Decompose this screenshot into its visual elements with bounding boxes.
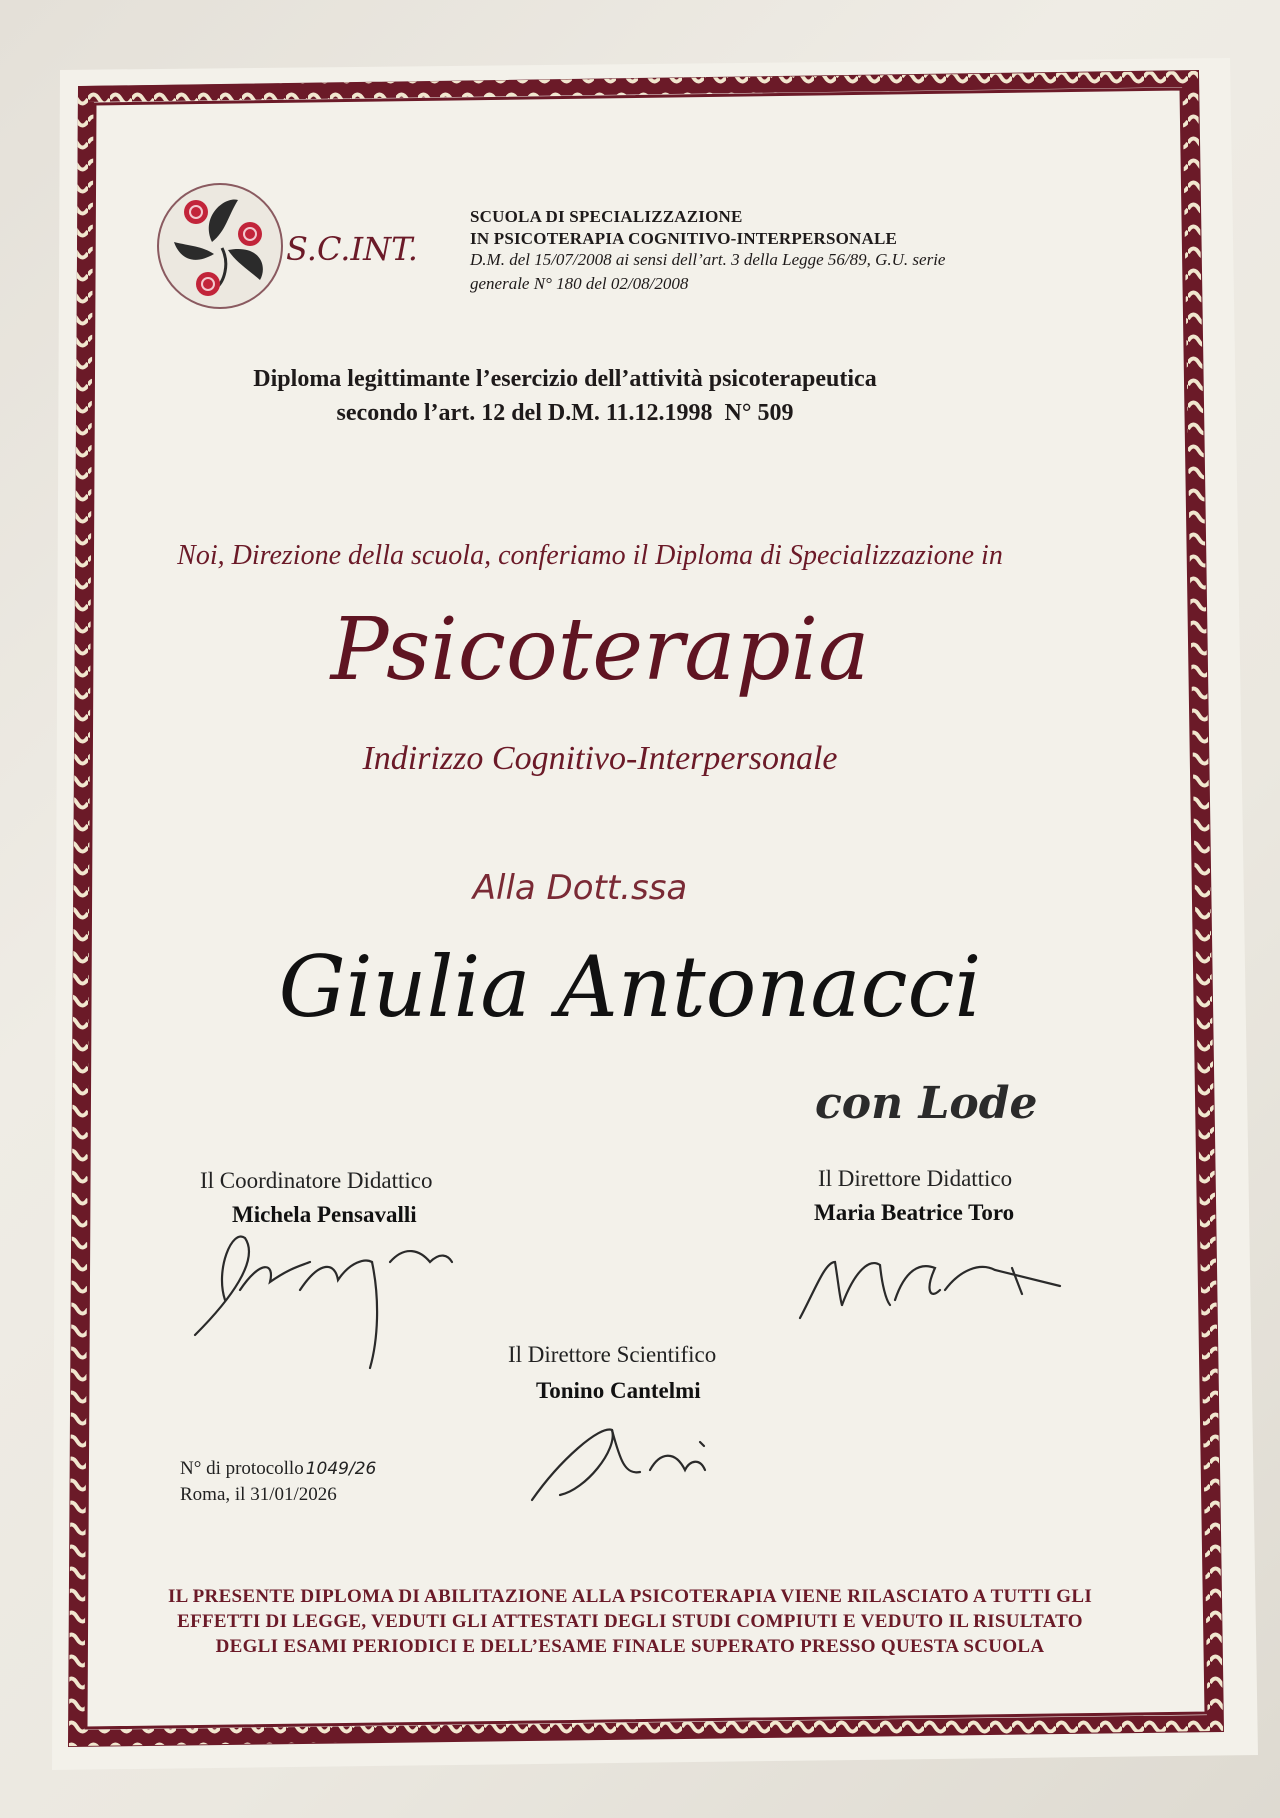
scientific-director-role: Il Direttore Scientifico	[508, 1342, 717, 1367]
school-name-line1: SCUOLA DI SPECIALIZZAZIONE	[470, 207, 743, 226]
protocol-number: 1049/26	[305, 1459, 377, 1479]
conferral-statement: Noi, Direzione della scuola, conferiamo il Diploma di Specializzazione in	[177, 540, 1003, 571]
school-logo-icon	[158, 184, 282, 308]
legal-footer-line3: DEGLI ESAMI PERIODICI E DELL’ESAME FINALE SUPERATO PRESSO QUESTA SCUOLA	[215, 1636, 1045, 1657]
scientific-director-name: Tonino Cantelmi	[536, 1378, 701, 1403]
honors-mention: con Lode	[815, 1078, 1038, 1129]
salutation: Alla Dott.ssa	[472, 868, 688, 908]
director-role: Il Direttore Didattico	[818, 1166, 1013, 1191]
director-name: Maria Beatrice Toro	[814, 1200, 1015, 1225]
discipline-title: Psicoterapia	[330, 600, 870, 700]
legal-footer-line2: EFFETTI DI LEGGE, VEDUTI GLI ATTESTATI DEGLI STUDI COMPIUTI E VEDUTO IL RISULTATO	[177, 1611, 1083, 1632]
decree-line2: generale N° 180 del 02/08/2008	[470, 274, 689, 293]
coordinator-name: Michela Pensavalli	[232, 1202, 417, 1227]
place-date: Roma, il 31/01/2026	[180, 1484, 337, 1505]
paper-sheet	[52, 58, 1258, 1770]
legitimation-line2: secondo l’art. 12 del D.M. 11.12.1998 N° 509	[336, 400, 794, 426]
orientation-subtitle: Indirizzo Cognitivo-Interpersonale	[362, 740, 838, 777]
coordinator-role: Il Coordinatore Didattico	[200, 1168, 433, 1193]
recipient-name: Giulia Antonacci	[278, 938, 982, 1036]
protocol-line	[180, 1458, 376, 1480]
protocol-label: N° di protocollo	[180, 1458, 304, 1479]
logo-wordmark: S.C.INT.	[286, 230, 418, 268]
school-name-line2: IN PSICOTERAPIA COGNITIVO-INTERPERSONALE	[470, 229, 898, 248]
legal-footer-line1: IL PRESENTE DIPLOMA DI ABILITAZIONE ALLA PSICOTERAPIA VIENE RILASCIATO A TUTTI GLI	[167, 1586, 1093, 1607]
decree-line1: D.M. del 15/07/2008 ai sensi dell’art. 3 della Legge 56/89, G.U. serie	[470, 250, 946, 269]
legitimation-line1: Diploma legittimante l’esercizio dell’attività psicoterapeutica	[253, 366, 877, 392]
